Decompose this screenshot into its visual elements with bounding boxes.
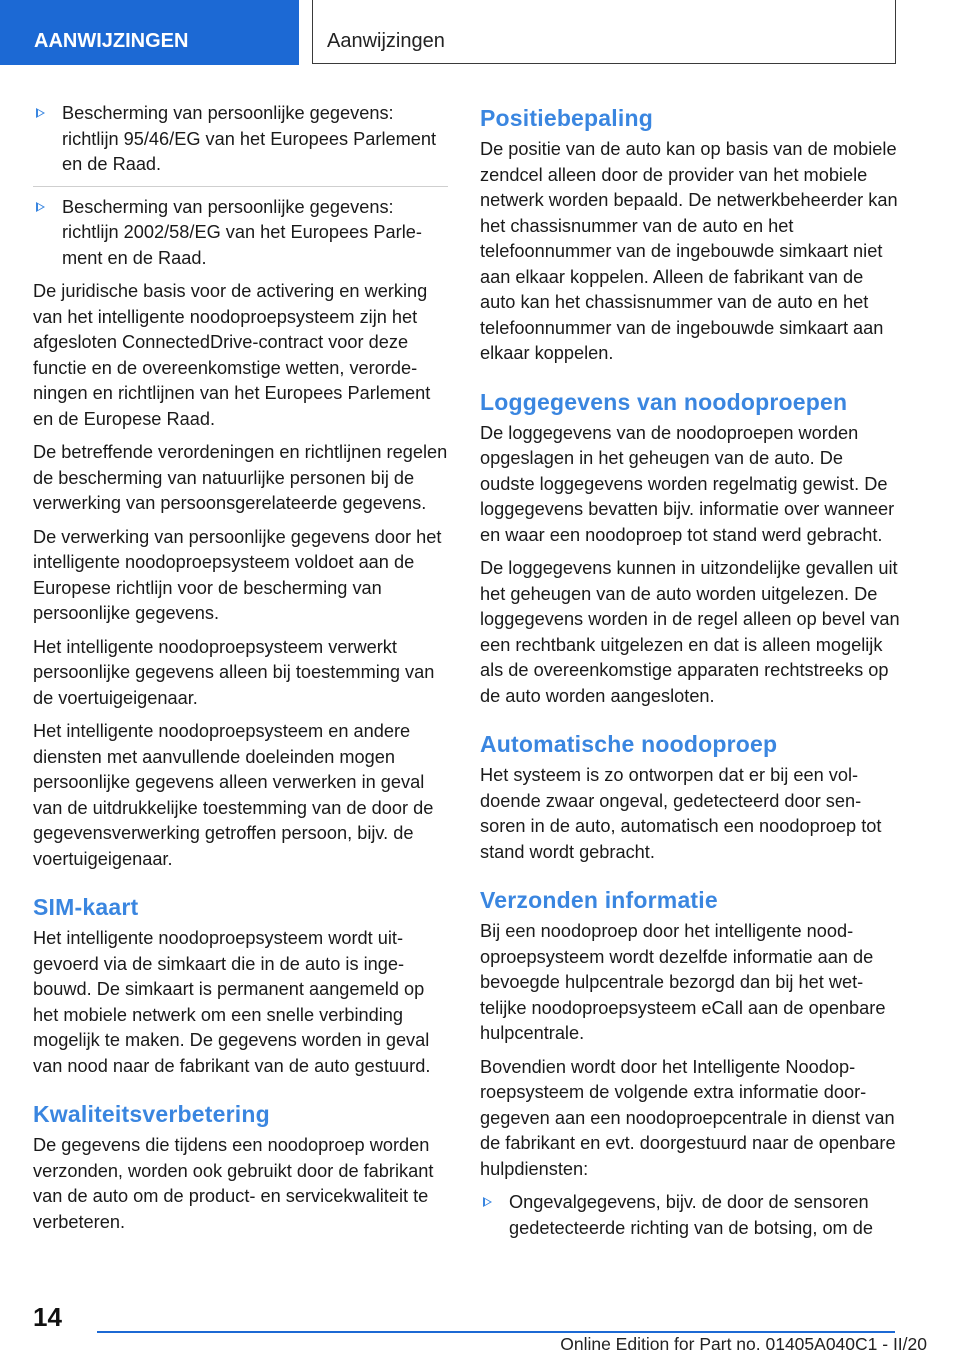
list-item-text: Bescherming van persoonlijke gegevens: richtlijn 2002/58/EG van het Europees Parlement en de Raad. xyxy=(62,196,422,268)
paragraph: De verwerking van persoonlijke gegevens door het intelligente noodoproepsysteem voldoet aan de Europese richtlijn voor de bescherming van persoonlijke gegevens. xyxy=(33,526,442,623)
paragraph: Het systeem is zo ontworpen dat er bij een voldoende zwaar ongeval, gedetecteerd door sensoren in de auto, automatisch een noodoproep tot stand wordt gebracht. xyxy=(480,765,882,862)
chapter-title: Aanwijzingen xyxy=(312,0,896,64)
paragraph: De positie van de auto kan op basis van de mobiele zendcel alleen door de provider van het mobiele netwerk worden bepaald. De netwerkbeheerder kan het chassisnummer van de auto en het telefoonnummer van de ingebouwde simkaart niet aan elkaar koppelen. Alleen de fabrikant van de auto kan het chassisnummer van de auto en het telefoonnummer van de ingebouwde simkaart aan elkaar koppelen. xyxy=(480,139,898,363)
paragraph: De loggegevens kunnen in uitzondelijke gevallen uit het geheugen van de auto worden uitgelezen. De loggegevens worden in de regel alleen op bevel van een rechtbank uitgelezen en dat is alleen mogelijk als de overeenkomstige apparaten rechtstreeks op de auto worden aangesloten. xyxy=(480,558,900,706)
divider xyxy=(33,186,448,187)
page-number: 14 xyxy=(33,1302,62,1332)
section-heading-auto: Automatische noodoproep xyxy=(480,731,778,757)
paragraph: Het intelligente noodoproepsysteem verwerkt persoonlijke gegevens alleen bij toestemming van de voertuigeigenaar. xyxy=(33,636,435,708)
section-heading-position: Positiebepaling xyxy=(480,105,653,131)
list-item xyxy=(480,1190,900,1241)
paragraph: Het intelligente noodoproepsysteem en andere diensten met aanvullende doeleinden mogen persoonlijke gegevens alleen verwerken in geval van de uitdrukkelijke toestemming van de door de gegevensverwerking getroffen persoon, bijv. de voertuigeigenaar. xyxy=(33,721,434,869)
list-item-text: Ongevalgegevens, bijv. de door de sensoren gedetecteerde richting van de botsing, om de xyxy=(509,1192,873,1238)
paragraph: De gegevens die tijdens een noodoproep worden verzonden, worden ook gebruikt door de fabrikant van de auto om de product- en servicekwaliteit te verbeteren. xyxy=(33,1135,434,1232)
right-column xyxy=(480,101,900,1249)
section-heading-log: Loggegevens van noodoproepen xyxy=(480,388,848,415)
footer-divider xyxy=(97,1331,895,1333)
list-item xyxy=(33,101,448,178)
footer-edition: Online Edition for Part no. 01405A040C1 - II/20 xyxy=(560,1334,927,1354)
list-item xyxy=(33,195,448,272)
section-heading-sim: SIM-kaart xyxy=(33,894,139,920)
paragraph: De loggegevens van de noodoproepen worden opgeslagen in het geheugen van de auto. De oudste loggegevens worden regelmatig gewist. De loggegevens bevatten bijv. informatie over wanneer en waar een noodoproep tot stand werd gebracht. xyxy=(480,422,895,545)
triangle-bullet-icon xyxy=(36,202,45,212)
paragraph: De betreffende verordeningen en richtlijnen regelen de bescherming van natuurlijke personen bij de verwerking van persoonsgerelateerde gegevens. xyxy=(33,442,448,513)
section-tab: AANWIJZINGEN xyxy=(0,0,299,65)
paragraph: Bovendien wordt door het Intelligente Noodoproepsysteem de volgende extra informatie doorgegeven aan een noodoproepcentrale in dienst van de fabrikant en evt. doorgestuurd naar de openbare hulpdiensten: xyxy=(480,1056,896,1179)
paragraph: De juridische basis voor de activering en werking van het intelligente noodoproepsysteem zijn het afgesloten ConnectedDrive-contract voor deze functie en de overeenkomstige wetten, verordeningen en richtlijnen van het Europees Parlement en de Europese Raad. xyxy=(33,281,431,429)
left-column xyxy=(33,101,448,1243)
triangle-bullet-icon xyxy=(36,108,45,118)
section-heading-sent: Verzonden informatie xyxy=(480,887,718,913)
paragraph: Het intelligente noodoproepsysteem wordt uitgevoerd via de simkaart die in de auto is ingebouwd. De simkaart is permanent aangemeld op het mobiele netwerk om een snelle verbinding mogelijk te maken. De gegevens worden in geval van nood naar de fabrikant van de auto gestuurd. xyxy=(33,928,431,1076)
list-item-text: Bescherming van persoonlijke gegevens: richtlijn 95/46/EG van het Europees Parlement en de Raad. xyxy=(62,103,437,174)
triangle-bullet-icon xyxy=(483,1197,492,1207)
paragraph: Bij een noodoproep door het intelligente noodoproepsysteem wordt dezelfde informatie aan de bevoegde hulpcentrale bezorgd dan bij het wettelijke noodoproepsysteem eCall aan de openbare hulpcentrale. xyxy=(480,921,886,1043)
section-heading-quality: Kwaliteitsverbetering xyxy=(33,1101,270,1127)
